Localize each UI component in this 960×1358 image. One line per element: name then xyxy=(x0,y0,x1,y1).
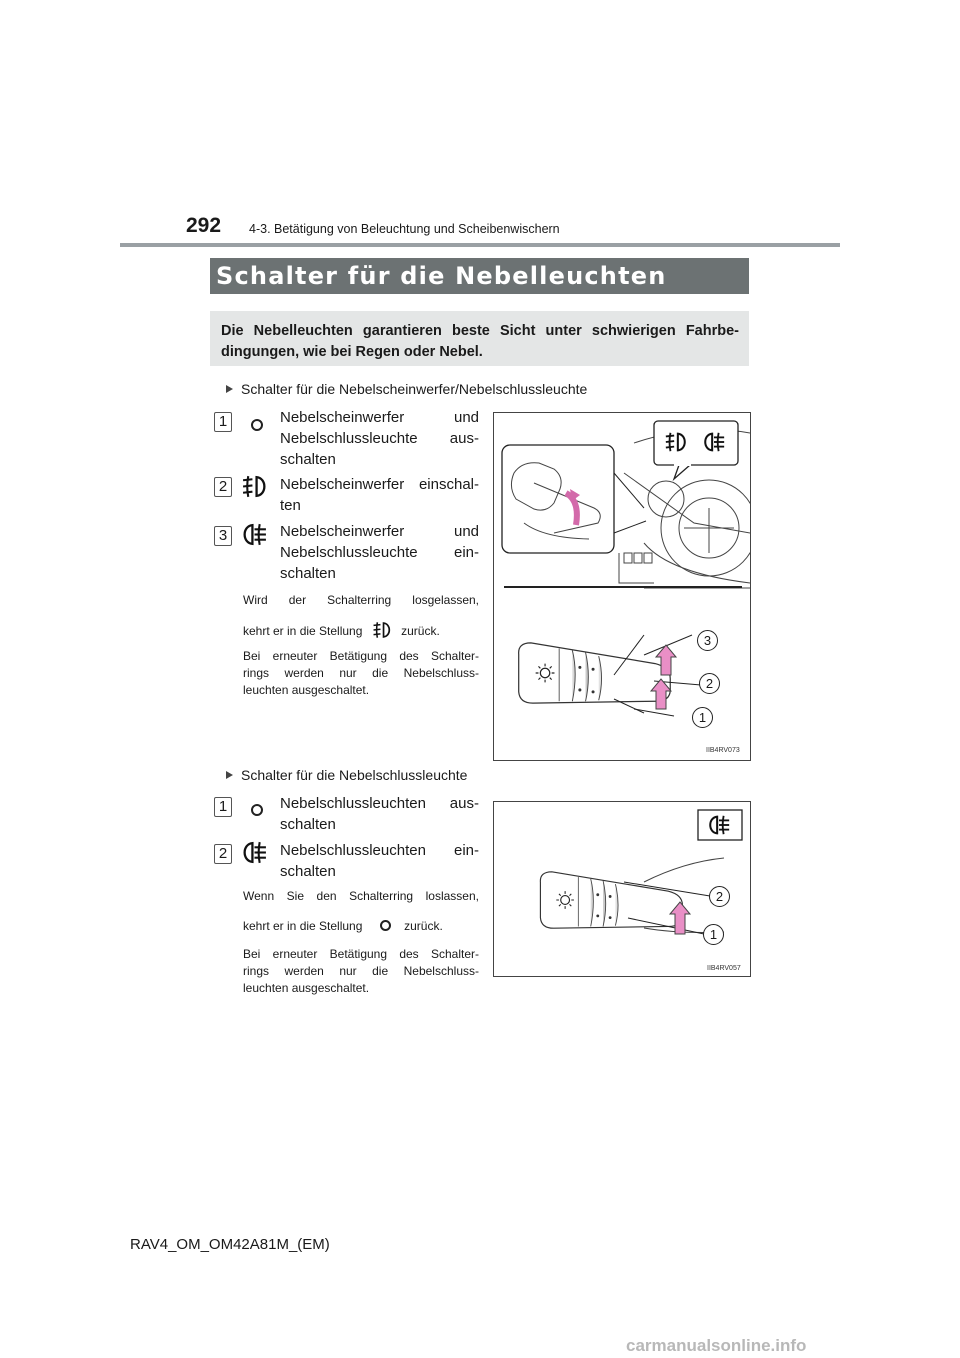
title-bar xyxy=(210,258,749,294)
intro-text: Die Nebelleuchten garantieren beste Sicht unter schwierigen Fahrbe-dingungen, wie bei Regen oder Nebel. xyxy=(221,323,739,360)
item-line: Nebelscheinwerfer und xyxy=(280,409,479,426)
note-paragraph xyxy=(243,946,479,997)
rear-fog-light-icon xyxy=(241,521,268,548)
note-text xyxy=(243,620,440,640)
front-fog-light-icon xyxy=(372,620,392,640)
callout-number: 1 xyxy=(703,924,724,945)
callout-number: 2 xyxy=(709,886,730,907)
figure-code: IIB4RV057 xyxy=(707,965,741,972)
callout-number: 3 xyxy=(697,630,718,651)
item-line: ten xyxy=(280,497,301,514)
callout-number: 1 xyxy=(692,707,713,728)
item-number: 1 xyxy=(214,797,232,817)
item-line: Nebelschlussleuchte aus- xyxy=(280,430,479,447)
callout-number: 2 xyxy=(699,673,720,694)
item-number: 3 xyxy=(214,526,232,546)
intro-box xyxy=(210,311,749,366)
figure-code: IIB4RV073 xyxy=(706,747,740,754)
page-number: 292 xyxy=(186,214,222,237)
note-paragraph xyxy=(243,648,479,699)
note-line: rings werden nur die Nebelschluss- xyxy=(243,666,479,680)
note-text xyxy=(243,918,443,935)
section2-heading xyxy=(226,767,467,783)
note-line: rings werden nur die Nebelschluss- xyxy=(243,964,479,978)
section1-heading xyxy=(226,381,587,397)
item-number: 2 xyxy=(214,844,232,864)
note-line: leuchten ausgeschaltet. xyxy=(243,683,370,697)
note-line: Bei erneuter Betätigung des Schalter- xyxy=(243,649,479,663)
off-circle-icon xyxy=(251,804,263,816)
figure-illustration xyxy=(494,413,750,760)
figure-rear-fog-switch xyxy=(493,801,751,977)
item-line: Nebelschlussleuchte ein- xyxy=(280,544,479,561)
bullet-triangle-icon xyxy=(226,771,233,779)
item-line: schalten xyxy=(280,451,336,468)
note-line: Bei erneuter Betätigung des Schalter- xyxy=(243,947,479,961)
item-line: Nebelschlussleuchten ein- xyxy=(280,842,479,859)
section1-heading-text: Schalter für die Nebelscheinwerfer/Nebelschlussleuchte xyxy=(241,381,588,397)
note-line: leuchten ausgeschaltet. xyxy=(243,981,370,995)
item-line: schalten xyxy=(280,863,336,880)
item-text xyxy=(280,474,479,516)
watermark: carmanualsonline.info xyxy=(626,1336,807,1355)
rear-fog-light-icon xyxy=(241,839,268,866)
front-fog-light-icon xyxy=(241,473,268,500)
note-text-part: kehrt er in die Stellung xyxy=(243,919,363,933)
off-circle-icon xyxy=(380,920,391,931)
footer-doc-id: RAV4_OM_OM42A81M_(EM) xyxy=(130,1236,330,1253)
section-header: 4-3. Betätigung von Beleuchtung und Scheibenwischern xyxy=(249,222,560,236)
off-circle-icon xyxy=(251,419,263,431)
figure-fog-switch-combined xyxy=(493,412,751,761)
item-line: Nebelscheinwerfer und xyxy=(280,523,479,540)
item-number: 2 xyxy=(214,477,232,497)
item-text xyxy=(280,840,479,882)
note-text-part: zurück. xyxy=(401,624,440,638)
note-text: Wird der Schalterring losgelassen, xyxy=(243,593,479,607)
item-line: Nebelschlussleuchten aus- xyxy=(280,795,479,812)
note-text-part: kehrt er in die Stellung xyxy=(243,624,363,638)
item-number: 1 xyxy=(214,412,232,432)
note-text-part: zurück. xyxy=(404,919,443,933)
item-line: Nebelscheinwerfer einschal- xyxy=(280,476,479,493)
item-text xyxy=(280,407,479,470)
section2-heading-text: Schalter für die Nebelschlussleuchte xyxy=(241,767,468,783)
page-title: Schalter für die Nebelleuchten xyxy=(216,262,667,290)
item-text xyxy=(280,521,479,584)
header-rule xyxy=(120,243,840,247)
note-text: Wenn Sie den Schalterring loslassen, xyxy=(243,889,479,903)
item-text xyxy=(280,793,479,835)
item-line: schalten xyxy=(280,816,336,833)
item-line: schalten xyxy=(280,565,336,582)
bullet-triangle-icon xyxy=(226,385,233,393)
